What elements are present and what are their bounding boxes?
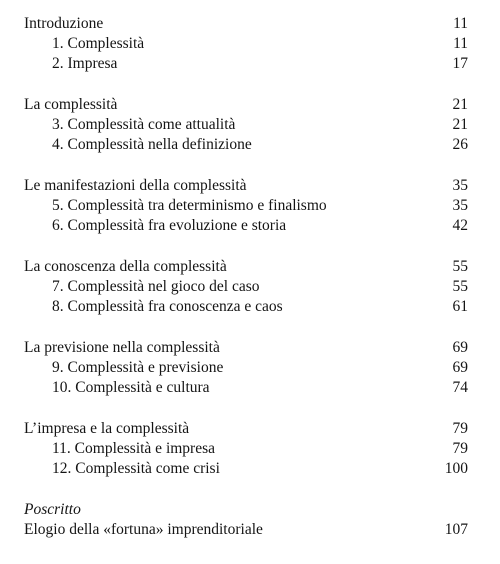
postscript-row [0, 520, 500, 540]
chapter-row [0, 297, 500, 317]
section-page-number: 79 [452, 420, 468, 437]
chapter-page-number: 74 [452, 379, 468, 396]
chapter-row [0, 216, 500, 236]
chapter-title: 4. Complessità nella definizione [52, 136, 252, 153]
chapter-title: 2. Impresa [52, 55, 118, 72]
chapter-row [0, 277, 500, 297]
section-heading-row [0, 176, 500, 196]
section-page-number: 35 [452, 177, 468, 194]
toc-section [0, 257, 500, 317]
section-page-number: 21 [452, 96, 468, 113]
chapter-title: 11. Complessità e impresa [52, 440, 216, 457]
chapter-row [0, 196, 500, 216]
section-page-number: 11 [453, 15, 468, 32]
chapter-title: 12. Complessità come crisi [52, 460, 220, 477]
chapter-page-number: 21 [452, 116, 468, 133]
chapter-page-number: 100 [444, 460, 468, 477]
chapter-page-number: 69 [452, 359, 468, 376]
chapter-page-number: 79 [452, 440, 468, 457]
chapter-title: 3. Complessità come attualità [52, 116, 236, 133]
section-title: L’impresa e la complessità [24, 420, 190, 437]
chapter-title: 9. Complessità e previsione [52, 359, 224, 376]
chapter-title: 5. Complessità tra determinismo e finalismo [52, 197, 327, 214]
section-title: La complessità [24, 96, 118, 113]
toc-section [0, 176, 500, 236]
section-title: Le manifestazioni della complessità [24, 177, 247, 194]
chapter-title: 10. Complessità e cultura [52, 379, 210, 396]
chapter-row [0, 378, 500, 398]
chapter-row [0, 459, 500, 479]
toc-section [0, 14, 500, 74]
chapter-row [0, 54, 500, 74]
chapter-row [0, 115, 500, 135]
chapter-page-number: 11 [453, 35, 468, 52]
chapter-row [0, 135, 500, 155]
section-title: Introduzione [24, 15, 104, 32]
section-page-number: 55 [452, 258, 468, 275]
toc-section [0, 338, 500, 398]
chapter-row [0, 439, 500, 459]
postscript-page-number: 107 [444, 521, 468, 538]
toc-section [0, 419, 500, 479]
chapter-title: 8. Complessità fra conoscenza e caos [52, 298, 283, 315]
chapter-page-number: 35 [452, 197, 468, 214]
toc-section [0, 95, 500, 155]
section-heading-row [0, 95, 500, 115]
chapter-row [0, 358, 500, 378]
postscript-label: Poscritto [24, 501, 81, 518]
chapter-row [0, 34, 500, 54]
section-title: La conoscenza della complessità [24, 258, 227, 275]
chapter-page-number: 61 [452, 298, 468, 315]
section-page-number: 69 [452, 339, 468, 356]
chapter-page-number: 55 [452, 278, 468, 295]
chapter-page-number: 17 [452, 55, 468, 72]
toc-sections [0, 14, 500, 500]
chapter-page-number: 42 [452, 217, 468, 234]
section-heading-row [0, 419, 500, 439]
section-title: La previsione nella complessità [24, 339, 220, 356]
section-heading-row [0, 257, 500, 277]
section-heading-row [0, 14, 500, 34]
chapter-title: 1. Complessità [52, 35, 145, 52]
postscript-title: Elogio della «fortuna» imprenditoriale [24, 521, 263, 538]
chapter-title: 6. Complessità fra evoluzione e storia [52, 217, 287, 234]
section-heading-row [0, 338, 500, 358]
chapter-page-number: 26 [452, 136, 468, 153]
chapter-title: 7. Complessità nel gioco del caso [52, 278, 260, 295]
